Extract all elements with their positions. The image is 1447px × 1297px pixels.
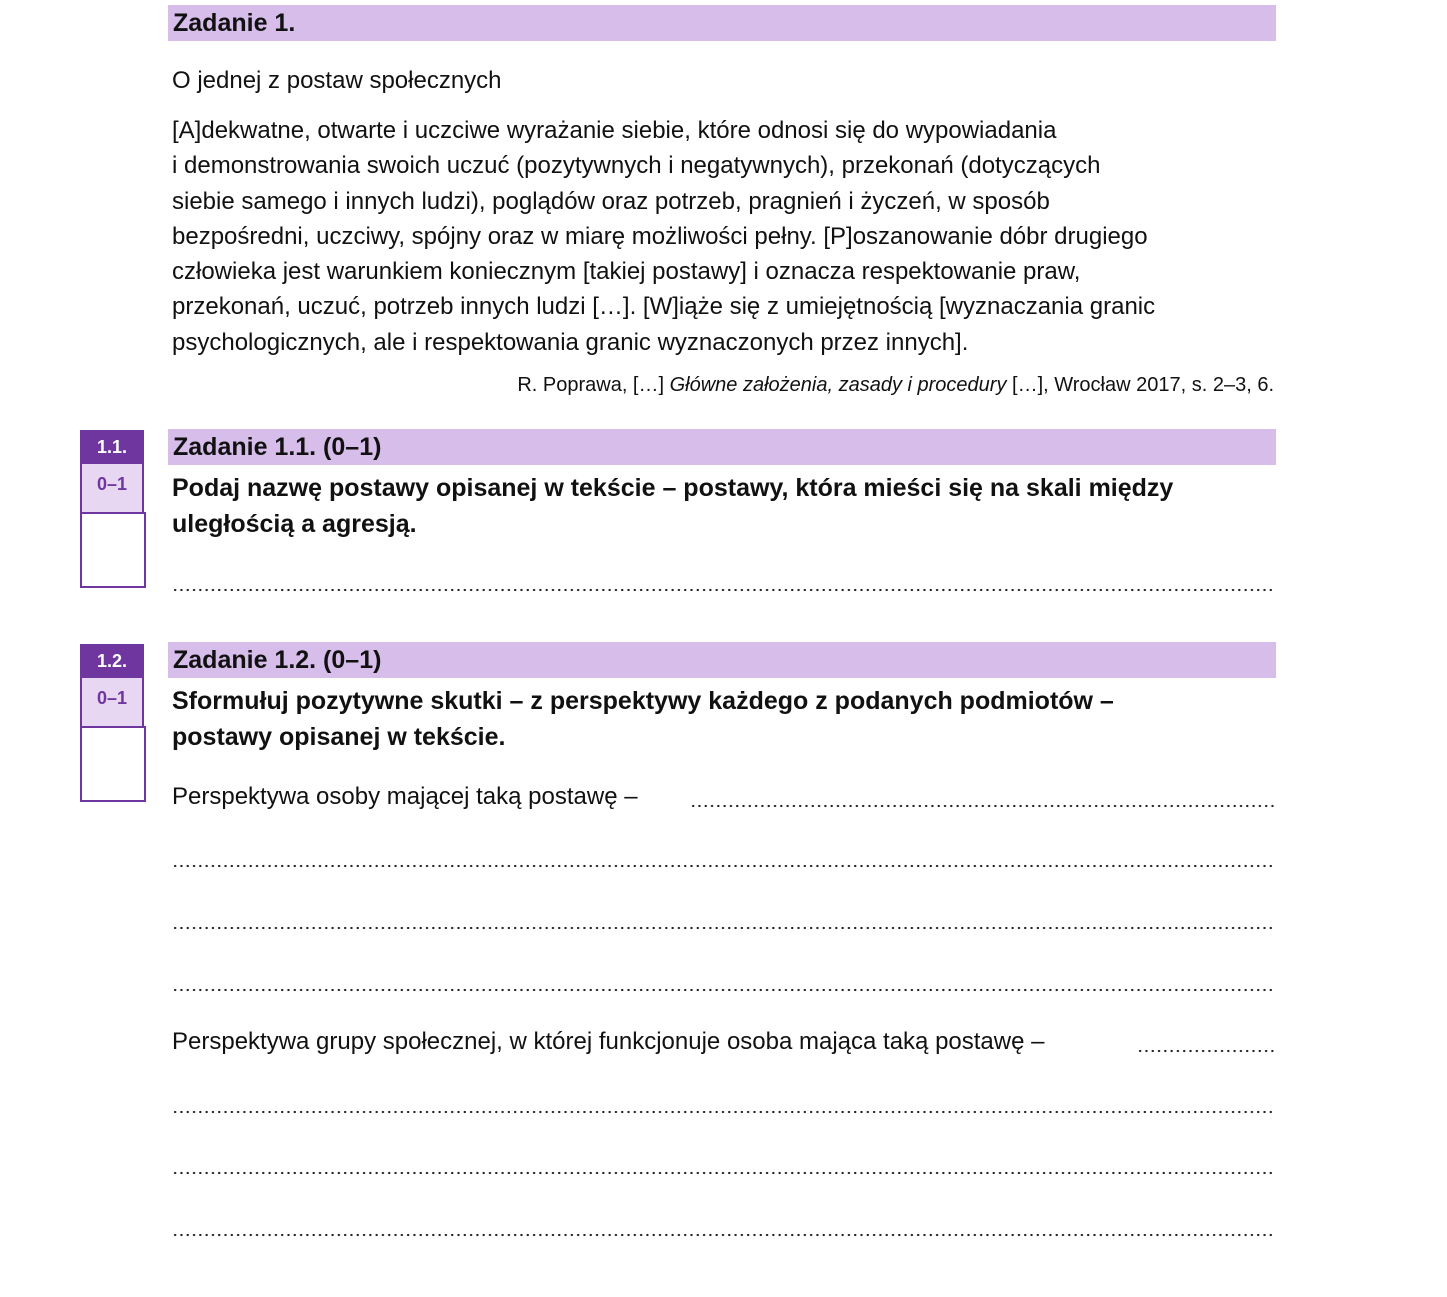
prompt-group-label: Perspektywa grupy społecznej, w której funkcjonuje osoba mająca taką postawę –: [172, 1028, 1045, 1055]
points-range: 0–1: [80, 464, 144, 512]
quote-line: przekonań, uczuć, potrzeb innych ludzi […]. [W]iąże się z umiejętnością [wyznaczania granic: [172, 293, 1156, 320]
quote-line: [A]dekwatne, otwarte i uczciwe wyrażanie siebie, które odnosi się do wypowiadania: [172, 117, 1057, 144]
subtask-1-1-header: [168, 429, 1276, 465]
answer-line[interactable]: [172, 1233, 1272, 1237]
answer-line[interactable]: [172, 1110, 1272, 1114]
quote-line: bezpośredni, uczciwy, spójny oraz w miarę możliwości pełny. [P]oszanowanie dóbr drugiego: [172, 223, 1148, 250]
task-title: Zadanie 1.: [173, 9, 296, 37]
answer-line[interactable]: [172, 1171, 1272, 1175]
points-range: 0–1: [80, 678, 144, 726]
answer-line[interactable]: [172, 988, 1272, 992]
score-field[interactable]: [80, 512, 146, 588]
quote-line: i demonstrowania swoich uczuć (pozytywnych i negatywnych), przekonań (dotyczących: [172, 152, 1101, 179]
task-intro: O jednej z postaw społecznych: [172, 67, 502, 94]
answer-line[interactable]: [1137, 1049, 1274, 1053]
subtask-title: Zadanie 1.1. (0–1): [173, 433, 382, 461]
subtask-1-1-instruction: Podaj nazwę postawy opisanej w tekście – postawy, która mieści się na skali między: [172, 474, 1174, 502]
subtask-1-2-header: [168, 642, 1276, 678]
prompt-group: [172, 1027, 1274, 1057]
subtask-number: 1.2.: [80, 644, 144, 678]
quote-line: siebie samego i innych ludzi), poglądów oraz potrzeb, pragnień i życzeń, w sposób: [172, 188, 1050, 215]
answer-line[interactable]: [172, 864, 1272, 868]
source-title: Główne założenia, zasady i procedury: [669, 374, 1007, 396]
subtask-1-2-instruction: postawy opisanej w tekście.: [172, 723, 506, 751]
subtask-1-1-instruction: uległością a agresją.: [172, 510, 417, 538]
subtask-number: 1.1.: [80, 430, 144, 464]
subtask-title: Zadanie 1.2. (0–1): [173, 646, 382, 674]
prompt-individual: [172, 782, 1274, 812]
quote-line: psychologicznych, ale i respektowania granic wyznaczonych przez innych].: [172, 329, 969, 356]
task-header: [168, 5, 1276, 41]
score-field[interactable]: [80, 726, 146, 802]
answer-line[interactable]: [690, 804, 1274, 808]
quote-line: człowieka jest warunkiem koniecznym [takiej postawy] i oznacza respektowanie praw,: [172, 258, 1081, 285]
prompt-individual-label: Perspektywa osoby mającej taką postawę –: [172, 783, 638, 810]
source-citation: [517, 372, 1274, 398]
source-after: […], Wrocław 2017, s. 2–3, 6.: [1006, 374, 1274, 396]
answer-line[interactable]: [172, 588, 1272, 592]
subtask-1-2-instruction: Sformułuj pozytywne skutki – z perspektywy każdego z podanych podmiotów –: [172, 687, 1114, 715]
source-before: R. Poprawa, […]: [517, 374, 670, 396]
answer-line[interactable]: [172, 926, 1272, 930]
